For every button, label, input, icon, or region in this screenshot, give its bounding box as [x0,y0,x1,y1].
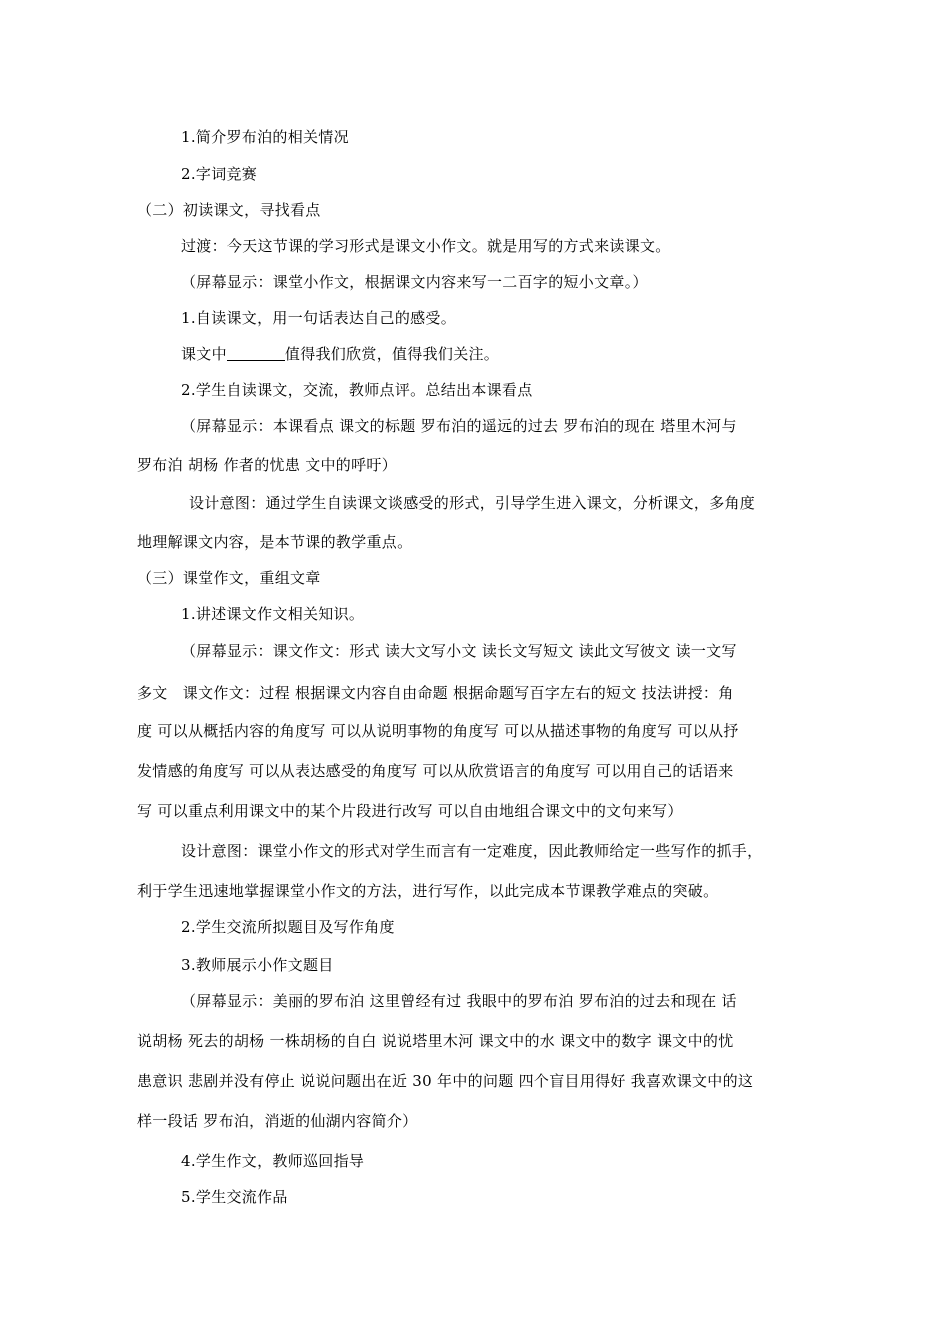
paragraph-screen-3-line-1: （屏幕显示：课文作文：形式 读大文写小文 读长文写短文 读此文写彼文 读一文写 [181,642,737,660]
item-essay-4: 4.学生作文，教师巡回指导 [181,1152,365,1170]
item-essay-1: 1.讲述课文作文相关知识。 [181,605,365,623]
paragraph-screen-2-line-2: 罗布泊 胡杨 作者的忧患 文中的呼吁） [137,456,398,474]
item-read-1: 1.自读课文，用一句话表达自己的感受。 [181,309,457,327]
paragraph-screen-4-line-1: （屏幕显示：美丽的罗布泊 这里曾经有过 我眼中的罗布泊 罗布泊的过去和现在 话 [181,992,737,1010]
section-heading-3: （三）课堂作文，重组文章 [137,569,321,587]
design-intent-2-line-1: 设计意图：课堂小作文的形式对学生而言有一定难度，因此教师给定一些写作的抓手， [181,842,763,860]
fill-blank-underline [227,345,285,361]
fill-blank-line [181,344,499,364]
item-2: 2.字词竞赛 [181,165,258,183]
design-intent-1-line-2: 地理解课文内容，是本节课的教学重点。 [137,533,413,551]
design-intent-2-line-2: 利于学生迅速地掌握课堂小作文的方法，进行写作，以此完成本节课教学难点的突破。 [137,882,719,900]
paragraph-screen-2-line-1: （屏幕显示：本课看点 课文的标题 罗布泊的遥远的过去 罗布泊的现在 塔里木河与 [181,417,737,435]
item-essay-5: 5.学生交流作品 [181,1188,288,1206]
paragraph-screen-4-line-2: 说胡杨 死去的胡杨 一株胡杨的自白 说说塔里木河 课文中的水 课文中的数字 课文中的忧 [137,1032,734,1050]
item-read-2: 2.学生自读课文，交流，教师点评。总结出本课看点 [181,381,533,399]
item-essay-3: 3.教师展示小作文题目 [181,956,334,974]
paragraph-screen-3-line-4: 发情感的角度写 可以从表达感受的角度写 可以从欣赏语言的角度写 可以用自己的话语来 [137,762,734,780]
paragraph-screen-3-line-2: 多文 课文作文：过程 根据课文内容自由命题 根据命题写百字左右的短文 技法讲授：角 [137,684,734,702]
section-heading-2: （二）初读课文，寻找看点 [137,201,321,219]
paragraph-transition: 过渡：今天这节课的学习形式是课文小作文。就是用写的方式来读课文。 [181,237,671,255]
paragraph-screen-4-line-3: 患意识 悲剧并没有停止 说说问题出在近 30 年中的问题 四个盲目用得好 我喜欢课文中的这 [137,1072,754,1090]
fill-blank-suffix: 值得我们欣赏，值得我们关注。 [284,345,500,363]
item-essay-2: 2.学生交流所拟题目及写作角度 [181,918,395,936]
paragraph-screen-3-line-3: 度 可以从概括内容的角度写 可以从说明事物的角度写 可以从描述事物的角度写 可以从抒 [137,722,739,740]
paragraph-screen-3-line-5: 写 可以重点利用课文中的某个片段进行改写 可以自由地组合课文中的文句来写） [137,802,683,820]
item-1: 1.简介罗布泊的相关情况 [181,128,349,146]
paragraph-screen-4-line-4: 样一段话 罗布泊，消逝的仙湖内容简介） [137,1112,418,1130]
fill-blank-prefix: 课文中 [181,345,227,363]
design-intent-1-line-1: 设计意图：通过学生自读课文谈感受的形式，引导学生进入课文，分析课文，多角度 [189,494,756,512]
paragraph-screen-1: （屏幕显示：课堂小作文，根据课文内容来写一二百字的短小文章。） [181,273,648,291]
